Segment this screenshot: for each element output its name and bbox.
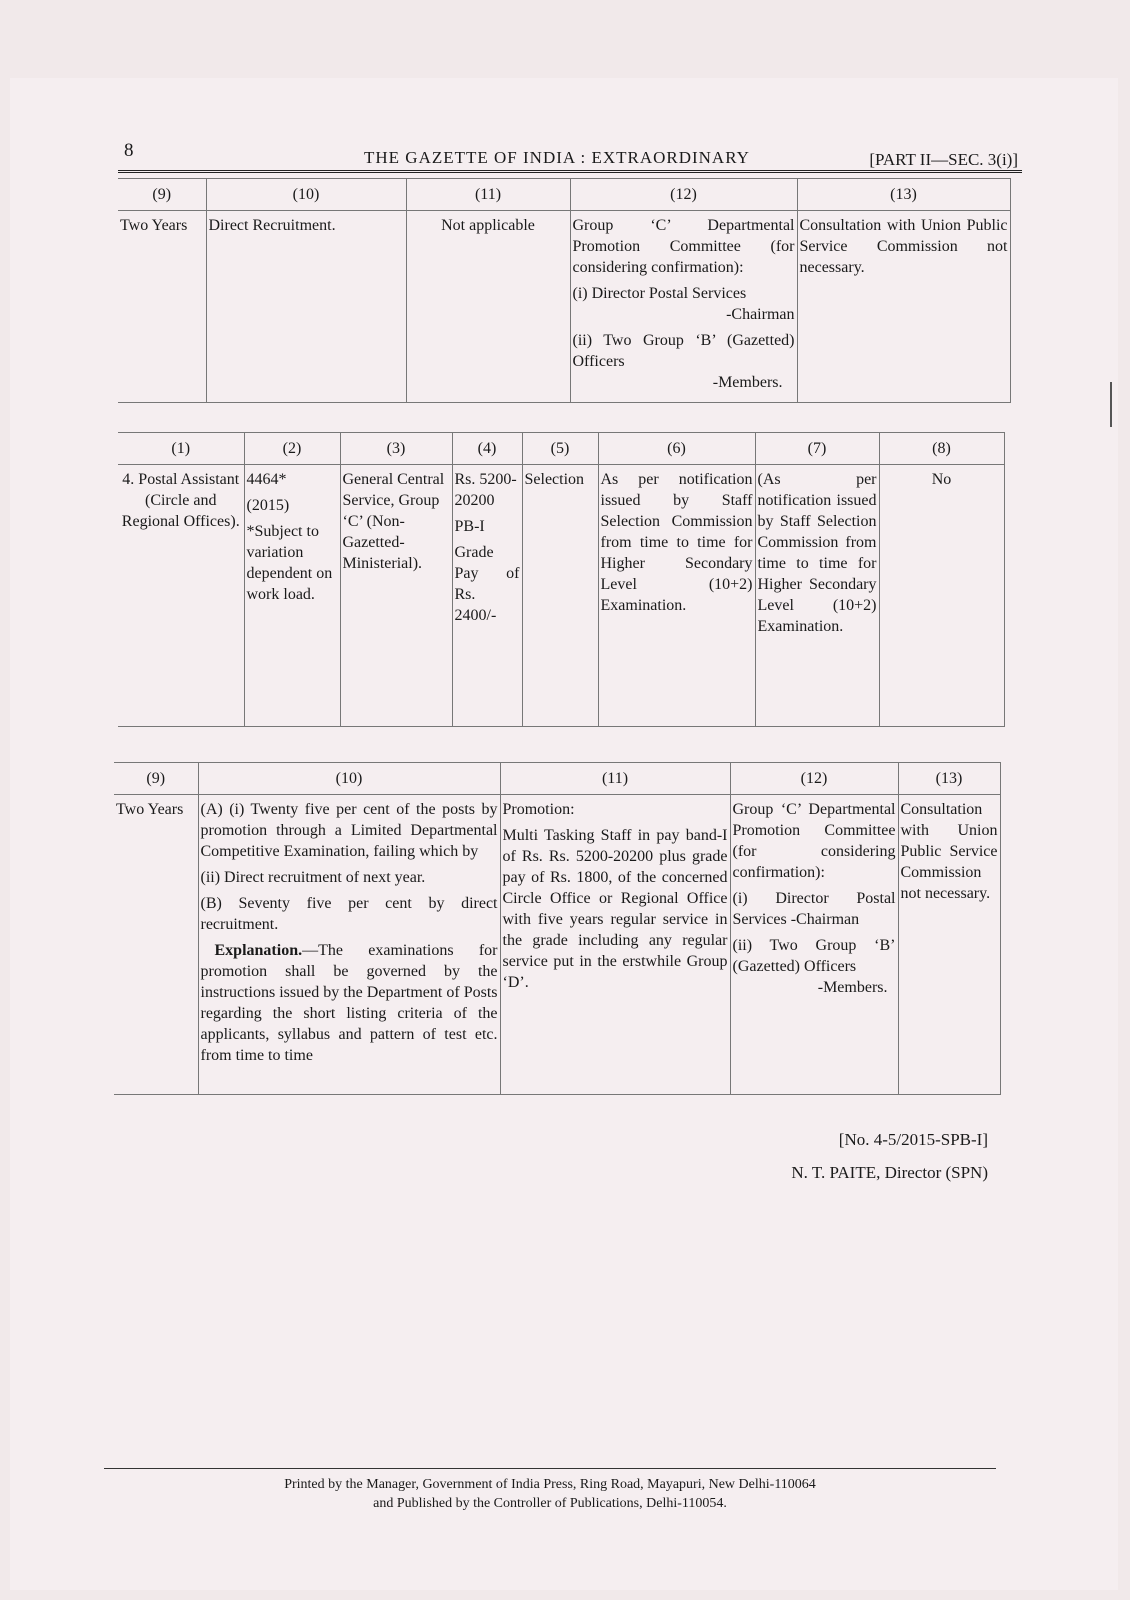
table-header-row — [118, 433, 1004, 465]
explanation-note: Explanation.—The examinations for promotion shall be governed by the instructions issued by the Department of Posts regarding the short listing criteria of the applicants, syllabus and pattern of test etc. from time to time — [200, 942, 498, 1064]
col-header-11: (11) — [500, 763, 730, 795]
col-header-7: (7) — [755, 433, 879, 465]
col-header-12: (12) — [570, 179, 797, 211]
dpc-composition: Group ‘C’ Departmental Promotion Committee (for considering confirmation): (i) Director Postal Services -Chairman (ii) Two Group ‘B’ (Gazetted) Officers -Members. — [570, 211, 797, 403]
promotion-grades: Promotion: Multi Tasking Staff in pay band-I of Rs. Rs. 5200-20200 plus grade pay of Rs. 1800, of the concerned Circle Office or Regional Office with five years regular service in the grade including any regular service put in the erstwhile Group ‘D’. — [500, 795, 730, 1095]
promotion-grades: Not applicable — [406, 211, 570, 403]
qualifications-for-promotees: No — [879, 465, 1004, 727]
classification: General Central Service, Group ‘C’ (Non-Gazetted-Ministerial). — [340, 465, 452, 727]
dpc-composition: Group ‘C’ Departmental Promotion Committee (for considering confirmation): (i) Director Postal Services -Chairman (ii) Two Group ‘B’ (Gazetted) Officers -Members. — [730, 795, 898, 1095]
table-columns-9-13-part1 — [118, 178, 1011, 403]
col-header-2: (2) — [244, 433, 340, 465]
col-header-6: (6) — [598, 433, 755, 465]
footer-line-1: Printed by the Manager, Government of India Press, Ring Road, Mayapuri, New Delhi-110064 — [284, 1477, 816, 1492]
col-header-4: (4) — [452, 433, 522, 465]
probation-period: Two Years — [118, 211, 206, 403]
footer-rule — [104, 1468, 996, 1469]
upsc-consultation: Consultation with Union Public Service Commission not necessary. — [898, 795, 1000, 1095]
recruitment-method: Direct Recruitment. — [206, 211, 406, 403]
col-header-9: (9) — [118, 179, 206, 211]
table-row — [114, 795, 1000, 1095]
col-header-13: (13) — [898, 763, 1000, 795]
table-columns-9-13-part2 — [114, 762, 1001, 1095]
probation-period: Two Years — [114, 795, 198, 1095]
upsc-consultation: Consultation with Union Public Service Commission not necessary. — [797, 211, 1010, 403]
col-header-1: (1) — [118, 433, 244, 465]
header-rule — [118, 170, 1022, 173]
table-header-row — [118, 179, 1010, 211]
gazette-title: THE GAZETTE OF INDIA : EXTRAORDINARY — [364, 148, 750, 167]
printer-footer — [104, 1475, 996, 1513]
col-header-3: (3) — [340, 433, 452, 465]
col-header-12: (12) — [730, 763, 898, 795]
col-header-11: (11) — [406, 179, 570, 211]
footer-line-2: and Published by the Controller of Publications, Delhi-110054. — [373, 1496, 727, 1511]
col-header-8: (8) — [879, 433, 1004, 465]
col-header-5: (5) — [522, 433, 598, 465]
explanation-label: Explanation. — [214, 942, 303, 959]
educational-qualification: (As per notification issued by Staff Selection Commission from time to time for Higher Secondary Level (10+2) Examination. — [755, 465, 879, 727]
pay-scale: Rs. 5200-20200 PB-I Grade Pay of Rs. 2400/- — [452, 465, 522, 727]
table-row — [118, 211, 1010, 403]
col-header-13: (13) — [797, 179, 1010, 211]
margin-mark — [1110, 382, 1112, 427]
col-header-10: (10) — [198, 763, 500, 795]
col-header-10: (10) — [206, 179, 406, 211]
col-header-9: (9) — [114, 763, 198, 795]
table-header-row — [114, 763, 1000, 795]
post-name: 4. Postal Assistant (Circle and Regional Offices). — [118, 465, 244, 727]
selection-method: Selection — [522, 465, 598, 727]
page-header — [118, 140, 1018, 170]
recruitment-method: (A) (i) Twenty five per cent of the posts by promotion through a Limited Departmental Competitive Examination, failing which by (ii) Direct recruitment of next year. (B) Seventy five per cent by direct recruitment. Explanation.—The examinations for promotion shall be governed by the instructions issued by the Department of Posts regarding the short listing criteria of the applicants, syllabus and pattern of test etc. from time to time — [198, 795, 500, 1095]
signatory: N. T. PAITE, Director (SPN) — [791, 1163, 988, 1182]
table-columns-1-8 — [118, 432, 1005, 727]
number-of-posts: 4464* (2015) *Subject to variation dependent on work load. — [244, 465, 340, 727]
section-label: [PART II—SEC. 3(i)] — [869, 150, 1018, 169]
page-number: 8 — [124, 140, 134, 161]
notification-reference: [No. 4-5/2015-SPB-I] — [838, 1130, 988, 1149]
age-limit: As per notification issued by Staff Selection Commission from time to time for Higher Secondary Level (10+2) Examination. — [598, 465, 755, 727]
table-row — [118, 465, 1004, 727]
